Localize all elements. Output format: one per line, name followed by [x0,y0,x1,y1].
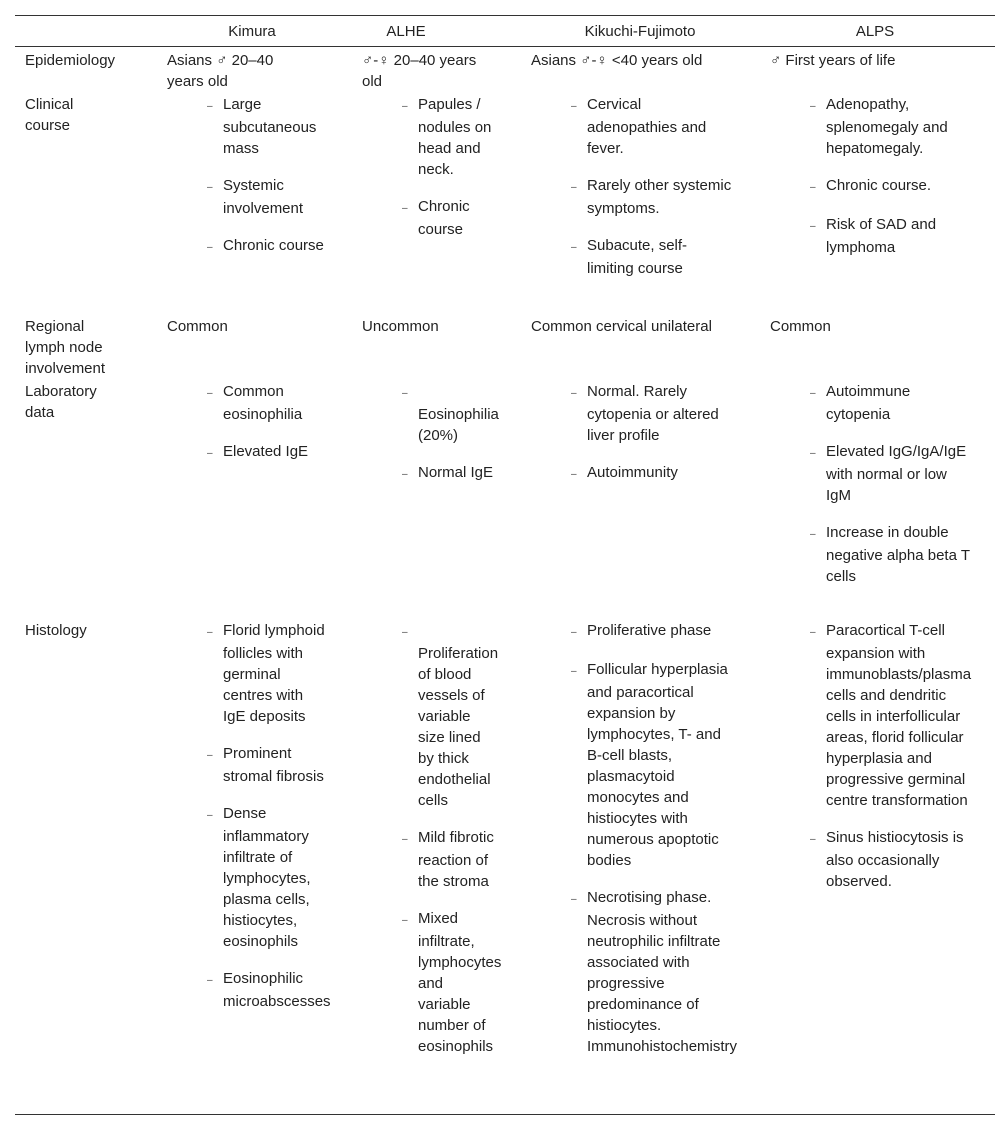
header-rule [15,46,995,47]
histology-alps-list [810,620,970,908]
list-item: – Common eosinophilia [207,383,303,423]
row-label-lymph-node-involvement: Regional lymph node involvement [25,318,106,377]
row-label-laboratory-data: Laboratory data [25,383,97,421]
laboratory-kimura-list [207,381,325,480]
list-item: – Dense inflammatory infiltrate of lymphocytes, plasma cells, histiocytes, eosinophils [207,805,311,950]
clinical-course-alps-list [810,94,970,274]
list-item: – Necrotising phase. Necrosis without neutrophilic infiltrate associated with progressive predominance of histiocytes. Immunohistochemistry [571,889,738,1055]
list-item: – Proliferative phase [571,622,712,639]
list-item: – Papules / nodules on head and neck. [402,96,492,178]
row-label-histology: Histology [25,622,87,639]
laboratory-kikuchi-list [571,381,733,501]
list-item: – Prominent stromal fibrosis [207,745,324,785]
list-item: – Systemic involvement [207,177,304,217]
clinical-course-kikuchi-list [571,94,733,295]
list-item: – Florid lymphoid follicles with germinal centres with IgE deposits [207,622,325,725]
list-item: – Sinus histiocytosis is also occasionally observed. [810,829,964,890]
epidemiology-kimura: Asians ♂ 20–40 years old [167,52,274,90]
laboratory-alhe-list [402,381,499,501]
column-header-kimura: Kimura [228,23,276,40]
list-item: – Elevated IgE [207,443,309,460]
table-bottom-rule [15,1114,995,1115]
list-item: – Paracortical T-cell expansion with immunoblasts/plasma cells and dendritic cells in interfollicular areas, florid follicular hyperplasia and progressive germinal centre transformation [810,622,972,809]
list-item: – Risk of SAD and lymphoma [810,216,937,256]
row-label-clinical-course: Clinical course [25,96,74,134]
column-header-alhe: ALHE [386,23,426,40]
clinical-course-kimura-list [207,94,325,274]
clinical-course-alhe-list [402,94,494,256]
list-item: – Eosinophilic microabscesses [207,970,331,1010]
list-item: – Rarely other systemic symptoms. [571,177,732,217]
lymph-node-kimura: Common [167,318,228,335]
list-item: – Chronic course [207,237,324,254]
table-top-rule [15,15,995,16]
list-item: – Autoimmunity [571,464,678,481]
list-item: – Normal. Rarely cytopenia or altered liver profile [571,383,719,444]
list-item: – Chronic course [402,198,470,238]
list-item: – Increase in double negative alpha beta T cells [810,524,970,585]
list-item: – Adenopathy, splenomegaly and hepatomegaly. [810,96,948,157]
list-item: – Mild fibrotic reaction of the stroma [402,829,494,890]
column-header-alps: ALPS [855,23,895,40]
histology-kimura-list [207,620,331,1028]
list-item: – Normal IgE [402,464,494,481]
list-item: – Eosinophilia (20%) [402,388,499,444]
epidemiology-kikuchi: Asians ♂-♀ <40 years old [531,52,703,69]
lymph-node-kikuchi: Common cervical unilateral [531,318,712,335]
histology-alhe-list [402,620,502,1073]
list-item: – Proliferation of blood vessels of variable size lined by thick endothelial cells [402,627,499,809]
list-item: – Autoimmune cytopenia [810,383,911,423]
list-item: – Chronic course. [810,177,932,194]
lymph-node-alps: Common [770,318,831,335]
list-item: – Cervical adenopathies and fever. [571,96,707,157]
list-item: – Follicular hyperplasia and paracortical expansion by lymphocytes, T- and B-cell blasts, plasmacytoid monocytes and histiocytes with numerous apoptotic bodies [571,661,728,869]
lymph-node-alhe: Uncommon [362,318,439,335]
epidemiology-alps: ♂ First years of life [770,52,896,69]
laboratory-alps-list [810,381,970,603]
epidemiology-alhe: ♂-♀ 20–40 years old [362,52,477,90]
row-label-epidemiology: Epidemiology [25,52,116,69]
list-item: – Large subcutaneous mass [207,96,317,157]
list-item: – Subacute, self-limiting course [571,237,688,277]
list-item: – Elevated IgG/IgA/IgE with normal or low IgM [810,443,967,504]
column-header-kikuchi-fujimoto: Kikuchi-Fujimoto [584,23,696,40]
list-item: – Mixed infiltrate, lymphocytes and variable number of eosinophils [402,910,502,1055]
histology-kikuchi-list [571,620,738,1073]
